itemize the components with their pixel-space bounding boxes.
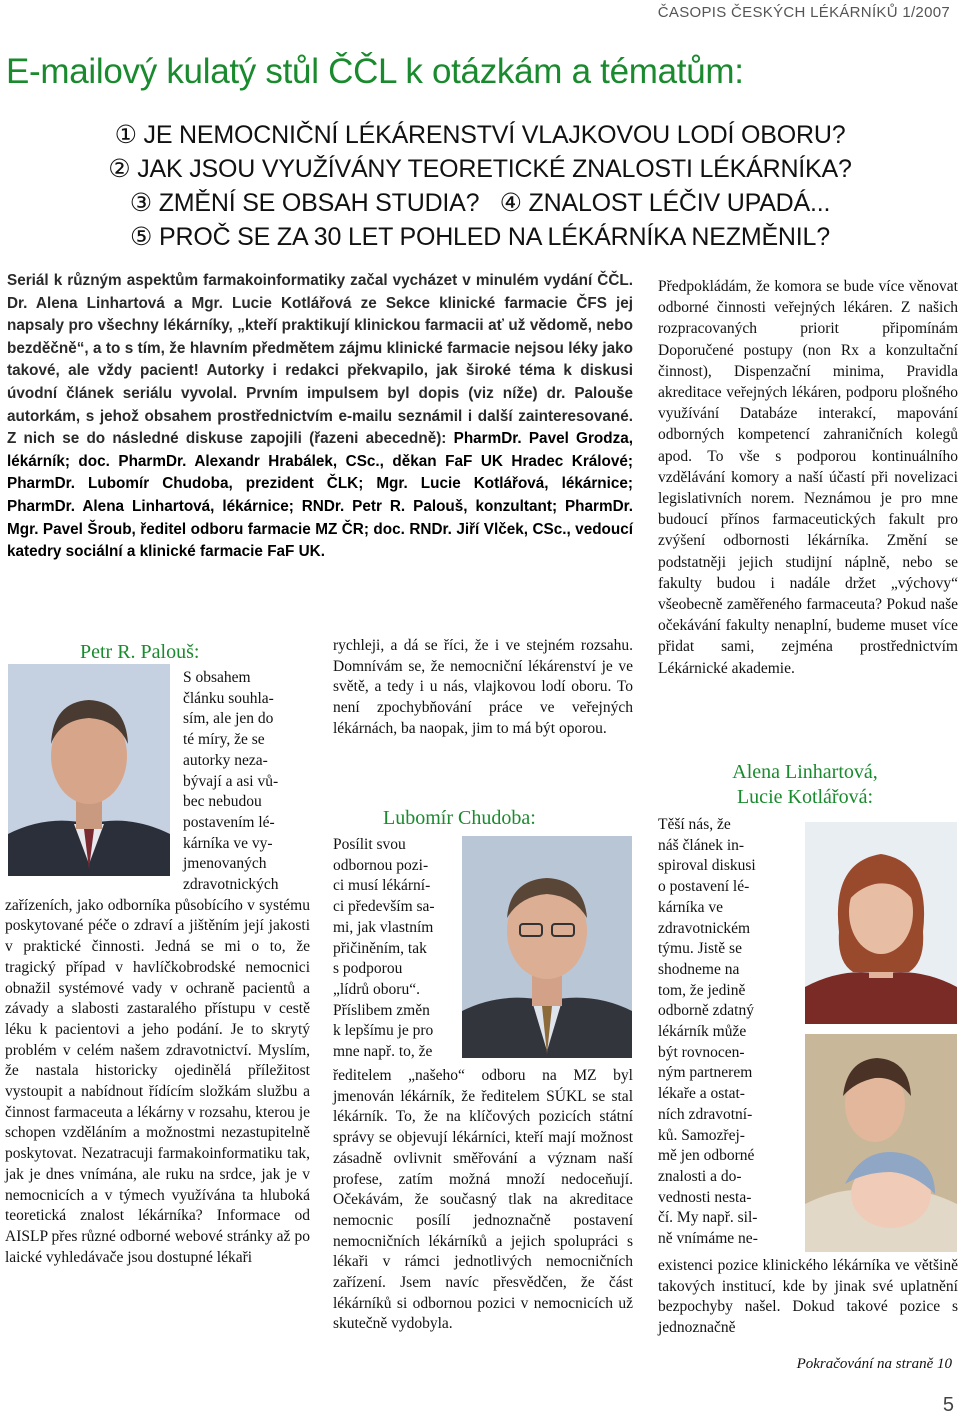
text-line: mi, jak vlastním <box>333 918 434 936</box>
photo-kotlarova <box>805 822 957 1024</box>
text-line: přičiněním, tak <box>333 939 427 957</box>
text-line: odbornou pozi- <box>333 856 429 874</box>
question-1: ① JE NEMOCNIČNÍ LÉKÁRENSTVÍ VLAJKOVOU LODÍ OBORU? <box>114 121 846 149</box>
portrait-icon <box>805 1034 957 1252</box>
text-line: ních zdravotní- <box>658 1105 753 1123</box>
alena-wrap <box>658 815 786 1250</box>
photo-chudoba <box>462 836 632 1058</box>
chudoba-wrap <box>333 835 455 1063</box>
text-line: ným partnerem <box>658 1064 753 1082</box>
photo-linhartova <box>805 1034 957 1252</box>
text-line: sím, ale jen do <box>183 710 274 728</box>
text-line: spiroval diskusi <box>658 857 756 875</box>
text-line: lékaře a ostat- <box>658 1085 745 1103</box>
alena-body: existenci pozice klinického lékárníka ve většině takových institucí, kde by jinak své uplatnění bezpochyby našel. Dokud takové pozice s jednoznačně <box>658 1257 958 1337</box>
participants-list: PharmDr. Pavel Grodza, lékárník; doc. PharmDr. Alexandr Hrabálek, CSc., děkan FaF UK Hradec Králové; PharmDr. Lubomír Chudoba, prezident ČLK; Mgr. Lucie Kotlářová, lékárnice; PharmDr. Alena Linhartová, lékárnice; RNDr. Petr R. Palouš, konzultant; PharmDr. Mgr. Pavel Šroub, ředitel odboru farmacie MZ ČR; doc. RNDr. Jiří Vlček, CSc., vedoucí katedry sociální a klinické farmacie FaF UK. <box>7 430 633 561</box>
portrait-icon <box>805 822 957 1024</box>
question-3-4: ③ ZMĚNÍ SE OBSAH STUDIA? ④ ZNALOST LÉČIV UPADÁ... <box>129 189 831 217</box>
text-line: týmu. Jistě se <box>658 940 742 958</box>
intro-lead <box>7 270 633 564</box>
text-line: tom, že jedině <box>658 981 746 999</box>
text-line: čí. My např. sil- <box>658 1209 758 1227</box>
text-line: ci musí lékární- <box>333 877 431 895</box>
text-line: ků. Samozřej- <box>658 1126 745 1144</box>
question-list <box>0 118 960 254</box>
page-number: 5 <box>942 1394 954 1416</box>
text-line: Příslibem změn <box>333 1001 430 1019</box>
text-line: znalosti a do- <box>658 1167 742 1185</box>
text-line: jmenovaných <box>183 855 267 873</box>
text-line: bec nebudou <box>183 793 262 811</box>
article-title: E-mailový kulatý stůl ČČL k otázkám a tématům: <box>6 52 744 91</box>
text-line: autorky neza- <box>183 751 268 769</box>
text-line: ně vnímáme ne- <box>658 1230 758 1248</box>
text-line: s podporou <box>333 960 403 978</box>
text-line: mne např. to, že <box>333 1043 433 1061</box>
text-line: ci především sa- <box>333 898 435 916</box>
chudoba-body: ředitelem „našeho“ odboru na MZ byl jmenován lékárník, že ředitelem SÚKL se stal lékárník. To, že na klíčových pozicích státní správy se objevují lékárníci, kteří mají možnost zásadně ovlivnit směřování a význam naší profese, zatím možná množí nedoceňují. Očekávám, že současný tlak na akreditace nemocnic posílí jednoznačně postavení nemocničních lékárníků a jejich spolupráci s lékaři v rámci jednotlivých nemocničních zařízení. Jsem navíc přesvědčen, že část lékárníků si odbornou pozici v nemocnicích už skutečně vydobyla. <box>333 1067 633 1333</box>
portrait-icon <box>462 836 632 1058</box>
text-line: lékárník může <box>658 1023 747 1041</box>
text-line: náš článek in- <box>658 836 745 854</box>
text-line: bývají a asi vů- <box>183 772 279 790</box>
text-line: zdravotnických <box>183 876 279 894</box>
heading-palous: Petr R. Palouš: <box>80 641 200 663</box>
question-5: ⑤ PROČ SE ZA 30 LET POHLED NA LÉKÁRNÍKA NEZMĚNIL? <box>130 223 830 251</box>
heading-chudoba: Lubomír Chudoba: <box>383 807 536 829</box>
palous-text <box>5 668 310 1268</box>
text-line: zdravotnickém <box>658 919 751 937</box>
text-line: „lídrů oboru“. <box>333 980 420 998</box>
palous-continued-text: rychleji, a dá se říci, že i ve stejném rozsahu. Domnívám se, že nemocniční lékárenství je ve světě, a tedy i u nás, vlajkovou lodí oboru. To není zpochybňování práce ve veřejných lékárnách, ba naopak, jim to má být oporou. <box>333 637 633 737</box>
text-line: článku souhla- <box>183 689 274 707</box>
text-line: mě jen odborné <box>658 1147 755 1165</box>
journal-header: ČASOPIS ČESKÝCH LÉKÁRNÍKŮ 1/2007 <box>657 4 950 21</box>
text-line: postavením lé- <box>183 813 275 831</box>
heading-linhartova-kotlarova <box>660 760 950 810</box>
question-2: ② JAK JSOU VYUŽÍVÁNY TEORETICKÉ ZNALOSTI LÉKÁRNÍKA? <box>108 155 852 183</box>
chudoba-continued-text: Předpokládám, že komora se bude více věnovat odborné činnosti veřejných lékáren. Z našich rozpracovaných priorit připomínám Doporučené postupy (non Rx a konzultační činnost), Dispenzační minima, Pravidla akreditace veřejných lékáren, podporu plošného využívání Databáze interakcí, mapování odborných kompetencí zahraničních kolegů apod. To vše s podporou kontinuálního vzdělávání komory a naší účastí při novelizaci legislativních norem. Neznámou je pro mne budoucí přínos farmaceutických fakult pro zvýšení odbornosti lékárníka. Změní se podstatněji jejich studijní náplně, nebo se fakulty budou i nadále držet „výchovy“ všeobecně zaměřeného farmaceuta? Pokud naše očekávání fakulty nenaplní, budeme muset více přidat sami, zejména prostřednictvím Lékárnické akademie. <box>658 278 958 677</box>
heading-line: Alena Linhartová, <box>732 761 878 783</box>
text-line: odborně zdatný <box>658 1002 754 1020</box>
palous-wrap <box>5 668 310 896</box>
heading-line: Lucie Kotlářová: <box>736 786 874 808</box>
text-line: o postavení lé- <box>658 878 750 896</box>
intro-text: Seriál k různým aspektům farmakoinformatiky začal vycházet v minulém vydání ČČL. Dr. Alena Linhartová a Mgr. Lucie Kotlářová ze Sekce klinické farmacie ČFS jej napsaly pro všechny lékárníky, „kteří praktikují klinickou farmacii ať už vědomě, nebo bezděčně“, a to s tím, že hlavním předmětem zájmu klinické farmacie nejsou léky jako takové, ale vždy pacient! Autorky i redakci překvapilo, jak široké téma k diskusi úvodní článek seriálu vyvolal. Prvním impulsem byl dopis (viz níže) dr. Palouše autorkám, s jehož obsahem prostřednictvím e-mailu seznámil i další zainteresované. Z nich se do následné diskuse zapojili (řazeni abecedně): <box>7 272 633 448</box>
text-line: Těší nás, že <box>658 816 731 833</box>
text-line: Posílit svou <box>333 836 406 853</box>
palous-body: zařízeních, jako odborníka působícího v systému poskytované péče o zdraví a jištěním její jakosti v praktické činnosti. Jedná se mi o to, že tragický případ v havlíčkobrodské nemocnici obnažil systémové vady v ochraně pacientů a závady a slabosti zastaralého přístupu v cestě léku k pacientovi a jeho podání. Je to skrytý problém v celém našem zdravotnictví. Myslím, že nastala historicky ojedinělá příležitost vystoupit a nabídnout řídícím složkám službu a činnost farmaceuta a lékárny v rozsahu, kterou je schopen vzděláním a možnostmi nezastupitelně poskytovat. Nezatracuji farmakoinformatiku tak, jak je dnes vnímána, ale ruku na srdce, jak je v nemocnicích a v týmech využívána ta hluboká teoretická znalost lékárníka? Informace od AISLP přes různé odborné webové stránky až po laické vyhledávače jsou dostupné lékaři <box>5 896 310 1266</box>
text-line: kárníka ve vy- <box>183 834 273 852</box>
text-line: být rovnocen- <box>658 1043 745 1061</box>
text-line: shodneme na <box>658 960 740 978</box>
continuation-note: Pokračování na straně 10 <box>796 1356 952 1372</box>
text-line: vednosti nesta- <box>658 1188 752 1206</box>
text-line: kárníka ve <box>658 898 723 916</box>
text-line: té míry, že se <box>183 731 265 749</box>
text-line: k lepšímu je pro <box>333 1022 434 1040</box>
text-line: S obsahem <box>183 669 251 686</box>
